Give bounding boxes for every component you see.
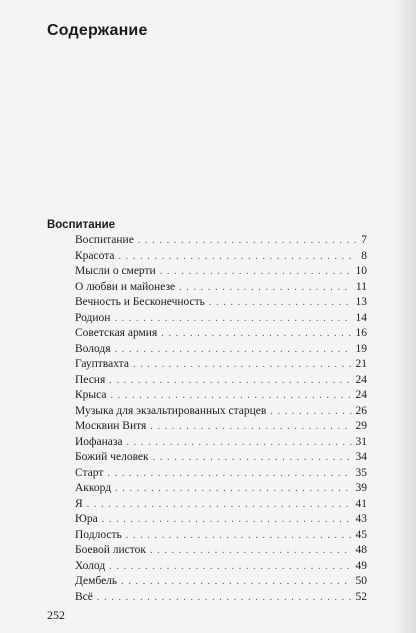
- page-edge-shadow: [394, 0, 416, 633]
- toc-entry-title: Красота: [75, 249, 115, 262]
- toc-entry[interactable]: [75, 404, 367, 420]
- toc-entry-page: 48: [355, 544, 367, 556]
- toc-entry-title: Божий человек: [75, 451, 149, 463]
- toc-entry-page: 24: [355, 389, 367, 401]
- dot-leader: [115, 481, 351, 497]
- toc-entry-title: Старт: [75, 466, 104, 479]
- dot-leader: [126, 528, 352, 544]
- toc-entry[interactable]: [75, 264, 367, 280]
- dot-leader: [102, 512, 352, 528]
- toc-entry-page: 8: [361, 249, 367, 262]
- dot-leader: [119, 249, 358, 265]
- toc-entry-page: 16: [355, 327, 367, 339]
- toc-entry-title: Холод: [75, 559, 106, 572]
- dot-leader: [109, 559, 351, 575]
- toc-entry-page: 14: [355, 311, 367, 324]
- toc-entry-title: Володя: [75, 342, 111, 355]
- toc-entry-title: Мысли о смерти: [75, 265, 156, 277]
- dot-leader: [133, 357, 352, 373]
- toc-entry-page: 43: [355, 513, 367, 525]
- section-title: Воспитание: [47, 219, 116, 231]
- toc-entry-page: 7: [361, 234, 367, 246]
- dot-leader: [127, 435, 352, 451]
- toc-entry-page: 35: [355, 466, 367, 479]
- toc-entry-page: 31: [355, 435, 367, 448]
- dot-leader: [109, 373, 351, 389]
- toc-entry[interactable]: [75, 481, 367, 497]
- toc-entry-title: О любви и майонезе: [75, 280, 176, 293]
- toc-entry-title: Воспитание: [75, 234, 134, 246]
- toc-entry-title: Я: [75, 497, 83, 510]
- toc-entry[interactable]: [75, 466, 367, 482]
- toc-entry-title: Песня: [75, 373, 106, 386]
- dot-leader: [179, 280, 352, 296]
- toc-entry-title: Музыка для экзальтированных старцев: [75, 404, 267, 417]
- dot-leader: [107, 466, 351, 482]
- dot-leader: [97, 590, 352, 606]
- toc-entry[interactable]: [75, 435, 367, 451]
- toc-entry-title: Юра: [75, 513, 98, 525]
- toc-entry-title: Советская армия: [75, 327, 158, 339]
- dot-leader: [114, 311, 351, 327]
- dot-leader: [270, 404, 351, 420]
- toc-entry-title: Вечность и Бесконечность: [75, 296, 205, 308]
- toc-entry-page: 34: [355, 451, 367, 463]
- dot-leader: [161, 326, 351, 342]
- dot-leader: [150, 543, 352, 559]
- toc-entry[interactable]: [75, 233, 367, 249]
- toc-entry-page: 11: [355, 280, 367, 293]
- toc-entry[interactable]: [75, 388, 367, 404]
- dot-leader: [121, 574, 351, 590]
- toc-entry[interactable]: [75, 512, 367, 528]
- page-title: Содержание: [47, 22, 148, 39]
- dot-leader: [111, 388, 352, 404]
- dot-leader: [160, 264, 352, 280]
- toc-entry-title: Аккорд: [75, 482, 112, 494]
- toc-entry[interactable]: [75, 373, 367, 389]
- toc-entry-title: Иофаназа: [75, 435, 123, 448]
- table-of-contents: [75, 233, 367, 605]
- toc-entry[interactable]: [75, 559, 367, 575]
- toc-entry[interactable]: [75, 295, 367, 311]
- toc-entry-page: 21: [355, 358, 367, 370]
- toc-entry-page: 50: [355, 575, 367, 587]
- toc-entry[interactable]: [75, 326, 367, 342]
- toc-entry[interactable]: [75, 574, 367, 590]
- toc-entry[interactable]: [75, 450, 367, 466]
- toc-entry-page: 24: [355, 373, 367, 386]
- dot-leader: [138, 233, 357, 249]
- toc-entry-page: 13: [355, 296, 367, 308]
- toc-entry[interactable]: [75, 357, 367, 373]
- page-number: 252: [47, 608, 65, 622]
- toc-entry[interactable]: [75, 497, 367, 513]
- toc-entry-page: 29: [355, 420, 367, 432]
- toc-entry-title: Родион: [75, 311, 111, 324]
- dot-leader: [87, 497, 352, 513]
- toc-entry[interactable]: [75, 311, 367, 327]
- toc-entry-page: 10: [355, 265, 367, 277]
- toc-entry[interactable]: [75, 419, 367, 435]
- toc-entry-page: 39: [355, 482, 367, 494]
- toc-entry-title: Крыса: [75, 389, 107, 401]
- toc-entry-page: 26: [355, 404, 367, 417]
- toc-entry-page: 52: [355, 590, 367, 603]
- toc-entry-title: Всё: [75, 590, 93, 603]
- toc-entry-title: Дембель: [75, 575, 118, 587]
- toc-entry-title: Подлость: [75, 528, 122, 541]
- toc-entry-title: Гауптвахта: [75, 358, 129, 370]
- toc-entry-page: 45: [355, 528, 367, 541]
- toc-entry[interactable]: [75, 543, 367, 559]
- dot-leader: [115, 342, 352, 358]
- toc-entry[interactable]: [75, 528, 367, 544]
- dot-leader: [153, 450, 352, 466]
- toc-entry-page: 49: [355, 559, 367, 572]
- toc-entry-page: 19: [355, 342, 367, 355]
- toc-entry[interactable]: [75, 249, 367, 265]
- dot-leader: [150, 419, 351, 435]
- dot-leader: [209, 295, 352, 311]
- toc-entry-title: Москвин Витя: [75, 420, 147, 432]
- toc-entry[interactable]: [75, 342, 367, 358]
- toc-entry-title: Боевой листок: [75, 544, 146, 556]
- toc-entry[interactable]: [75, 590, 367, 606]
- toc-entry-page: 41: [355, 497, 367, 510]
- toc-entry[interactable]: [75, 280, 367, 296]
